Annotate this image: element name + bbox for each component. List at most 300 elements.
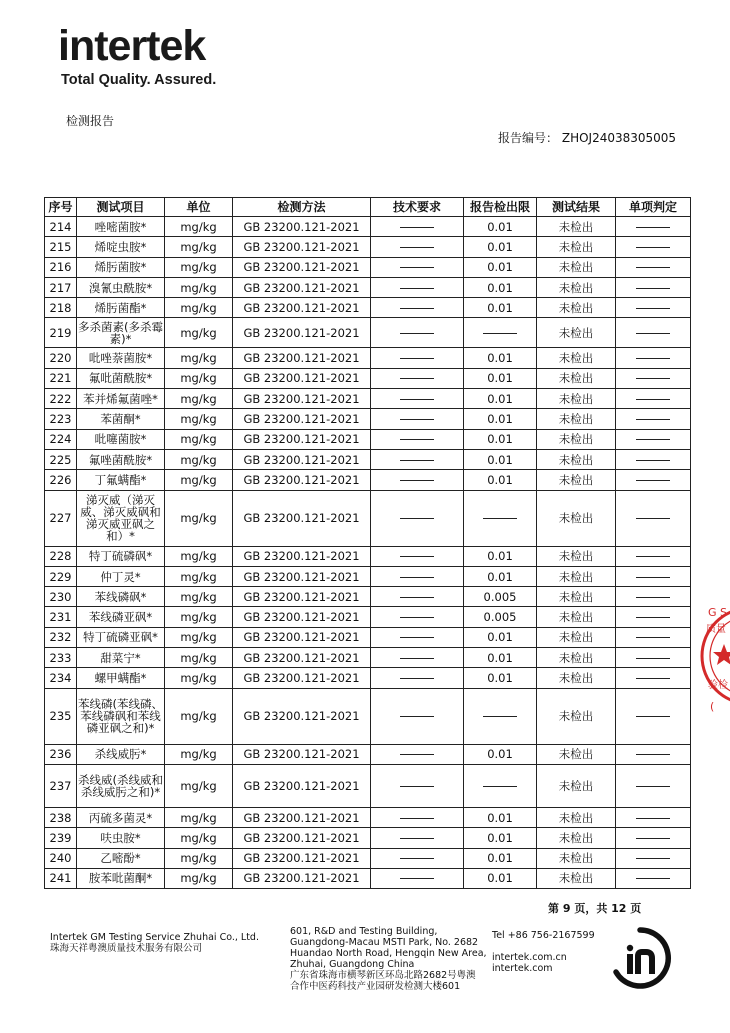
- unit: mg/kg: [165, 217, 233, 237]
- table-body: [45, 217, 691, 889]
- requirement: [371, 648, 464, 668]
- unit: mg/kg: [165, 368, 233, 388]
- dash-mark: [636, 597, 670, 598]
- judgement: [616, 627, 691, 647]
- dash-mark: [636, 577, 670, 578]
- requirement: [371, 764, 464, 807]
- column-header: 技术要求: [371, 198, 464, 217]
- dash-mark: [400, 247, 434, 248]
- unit: mg/kg: [165, 409, 233, 429]
- dash-mark: [483, 716, 517, 717]
- test-method: GB 23200.121-2021: [233, 807, 371, 827]
- row-number: 222: [45, 389, 77, 409]
- dash-mark: [400, 818, 434, 819]
- unit: mg/kg: [165, 807, 233, 827]
- table-row: [45, 409, 691, 429]
- dash-mark: [636, 480, 670, 481]
- requirement: [371, 348, 464, 368]
- unit: mg/kg: [165, 348, 233, 368]
- test-result: 未检出: [537, 389, 616, 409]
- column-header: 测试结果: [537, 198, 616, 217]
- judgement: [616, 429, 691, 449]
- requirement: [371, 688, 464, 744]
- test-result: 未检出: [537, 607, 616, 627]
- detection-limit: 0.01: [464, 668, 537, 688]
- dash-mark: [636, 637, 670, 638]
- test-item: 氟吡菌酰胺*: [77, 368, 165, 388]
- test-result: 未检出: [537, 668, 616, 688]
- dash-mark: [636, 786, 670, 787]
- row-number: 228: [45, 546, 77, 566]
- test-method: GB 23200.121-2021: [233, 318, 371, 348]
- unit: mg/kg: [165, 587, 233, 607]
- test-method: GB 23200.121-2021: [233, 744, 371, 764]
- requirement: [371, 848, 464, 868]
- test-result: 未检出: [537, 764, 616, 807]
- test-method: GB 23200.121-2021: [233, 449, 371, 469]
- row-number: 237: [45, 764, 77, 807]
- detection-limit: 0.01: [464, 217, 537, 237]
- address-line: Zhuhai, Guangdong China: [290, 959, 415, 970]
- table-row: [45, 587, 691, 607]
- detection-limit: 0.01: [464, 828, 537, 848]
- row-number: 229: [45, 566, 77, 586]
- test-method: GB 23200.121-2021: [233, 348, 371, 368]
- dash-mark: [636, 333, 670, 334]
- requirement: [371, 277, 464, 297]
- test-result: 未检出: [537, 807, 616, 827]
- dash-mark: [636, 439, 670, 440]
- dash-mark: [400, 227, 434, 228]
- unit: mg/kg: [165, 744, 233, 764]
- judgement: [616, 237, 691, 257]
- judgement: [616, 368, 691, 388]
- test-method: GB 23200.121-2021: [233, 368, 371, 388]
- detection-limit: [464, 764, 537, 807]
- judgement: [616, 217, 691, 237]
- judgement: [616, 318, 691, 348]
- dash-mark: [400, 577, 434, 578]
- test-method: GB 23200.121-2021: [233, 217, 371, 237]
- requirement: [371, 429, 464, 449]
- row-number: 219: [45, 318, 77, 348]
- test-result: 未检出: [537, 627, 616, 647]
- table-row: [45, 237, 691, 257]
- requirement: [371, 668, 464, 688]
- dash-mark: [400, 439, 434, 440]
- dash-mark: [400, 786, 434, 787]
- judgement: [616, 868, 691, 888]
- test-item: 涕灭威（涕灭威、涕灭威砜和涕灭威亚砜之和）*: [77, 490, 165, 546]
- test-item: 溴氰虫酰胺*: [77, 277, 165, 297]
- requirement: [371, 409, 464, 429]
- judgement: [616, 277, 691, 297]
- row-number: 215: [45, 237, 77, 257]
- test-result: 未检出: [537, 648, 616, 668]
- dash-mark: [636, 358, 670, 359]
- detection-limit: 0.01: [464, 807, 537, 827]
- dash-mark: [483, 786, 517, 787]
- unit: mg/kg: [165, 429, 233, 449]
- test-item: 吡噻菌胺*: [77, 429, 165, 449]
- dash-mark: [636, 838, 670, 839]
- table-row: [45, 490, 691, 546]
- judgement: [616, 348, 691, 368]
- dash-mark: [400, 678, 434, 679]
- detection-limit: 0.01: [464, 648, 537, 668]
- footer-company: [50, 932, 259, 954]
- test-method: GB 23200.121-2021: [233, 429, 371, 449]
- table-row: [45, 828, 691, 848]
- detection-limit: [464, 490, 537, 546]
- dash-mark: [636, 678, 670, 679]
- test-method: GB 23200.121-2021: [233, 828, 371, 848]
- table-row: [45, 807, 691, 827]
- detection-limit: 0.01: [464, 546, 537, 566]
- row-number: 218: [45, 298, 77, 318]
- test-item: 特丁硫磷砜*: [77, 546, 165, 566]
- intertek-logo: [58, 22, 216, 88]
- footer-contact: [492, 930, 595, 974]
- dash-mark: [400, 518, 434, 519]
- row-number: 224: [45, 429, 77, 449]
- row-number: 233: [45, 648, 77, 668]
- dash-mark: [400, 288, 434, 289]
- dash-mark: [636, 878, 670, 879]
- test-method: GB 23200.121-2021: [233, 566, 371, 586]
- row-number: 226: [45, 470, 77, 490]
- detection-limit: 0.01: [464, 368, 537, 388]
- dash-mark: [636, 308, 670, 309]
- row-number: 220: [45, 348, 77, 368]
- detection-limit: 0.01: [464, 429, 537, 449]
- test-method: GB 23200.121-2021: [233, 848, 371, 868]
- requirement: [371, 607, 464, 627]
- detection-limit: 0.01: [464, 277, 537, 297]
- requirement: [371, 490, 464, 546]
- requirement: [371, 257, 464, 277]
- dash-mark: [636, 518, 670, 519]
- test-method: GB 23200.121-2021: [233, 764, 371, 807]
- table-row: [45, 257, 691, 277]
- dash-mark: [636, 399, 670, 400]
- svg-text:验检: 验检: [708, 680, 728, 691]
- test-result: 未检出: [537, 587, 616, 607]
- dash-mark: [400, 597, 434, 598]
- row-number: 227: [45, 490, 77, 546]
- requirement: [371, 318, 464, 348]
- dash-mark: [400, 716, 434, 717]
- test-result: 未检出: [537, 277, 616, 297]
- svg-text:(: (: [710, 700, 715, 713]
- test-result: 未检出: [537, 318, 616, 348]
- test-method: GB 23200.121-2021: [233, 607, 371, 627]
- detection-limit: [464, 688, 537, 744]
- requirement: [371, 868, 464, 888]
- unit: mg/kg: [165, 298, 233, 318]
- test-method: GB 23200.121-2021: [233, 470, 371, 490]
- judgement: [616, 298, 691, 318]
- test-item: 螺甲螨酯*: [77, 668, 165, 688]
- requirement: [371, 368, 464, 388]
- detection-limit: 0.01: [464, 627, 537, 647]
- table-row: [45, 449, 691, 469]
- dash-mark: [400, 333, 434, 334]
- dash-mark: [400, 358, 434, 359]
- table-row: [45, 648, 691, 668]
- detection-limit: 0.01: [464, 409, 537, 429]
- detection-limit: 0.01: [464, 237, 537, 257]
- dash-mark: [400, 637, 434, 638]
- test-method: GB 23200.121-2021: [233, 257, 371, 277]
- address-line: 广东省珠海市横琴新区环岛北路2682号粤澳: [290, 970, 476, 981]
- test-method: GB 23200.121-2021: [233, 688, 371, 744]
- judgement: [616, 648, 691, 668]
- address-line: 合作中医药科技产业园研发检测大楼601: [290, 981, 461, 992]
- test-item: 多杀菌素(多杀霉素)*: [78, 319, 163, 346]
- test-result: 未检出: [537, 566, 616, 586]
- requirement: [371, 449, 464, 469]
- unit: mg/kg: [165, 449, 233, 469]
- test-item: 乙嘧酚*: [77, 848, 165, 868]
- table-row: [45, 566, 691, 586]
- address-line: 601, R&D and Testing Building,: [290, 926, 438, 937]
- dash-mark: [400, 399, 434, 400]
- judgement: [616, 546, 691, 566]
- page-number: 第 9 页，共 12 页: [548, 902, 642, 915]
- test-result: 未检出: [537, 298, 616, 318]
- requirement: [371, 627, 464, 647]
- requirement: [371, 217, 464, 237]
- test-method: GB 23200.121-2021: [233, 546, 371, 566]
- contact-web: intertek.com: [492, 963, 553, 974]
- table-row: [45, 470, 691, 490]
- table-row: [45, 744, 691, 764]
- table-row: [45, 868, 691, 888]
- requirement: [371, 828, 464, 848]
- dash-mark: [400, 658, 434, 659]
- row-number: 239: [45, 828, 77, 848]
- test-item: 杀线威(杀线威和杀线威肟之和)*: [77, 764, 165, 807]
- test-method: GB 23200.121-2021: [233, 298, 371, 318]
- test-item: 呋虫胺*: [77, 828, 165, 848]
- svg-text:G S: G S: [708, 606, 728, 619]
- table-row: [45, 607, 691, 627]
- address-line: Guangdong-Macau MSTI Park, No. 2682: [290, 937, 479, 948]
- detection-limit: 0.01: [464, 389, 537, 409]
- test-method: GB 23200.121-2021: [233, 237, 371, 257]
- judgement: [616, 688, 691, 744]
- unit: mg/kg: [165, 277, 233, 297]
- test-item: 胺苯吡菌酮*: [77, 868, 165, 888]
- judgement: [616, 470, 691, 490]
- dash-mark: [400, 480, 434, 481]
- test-method: GB 23200.121-2021: [233, 668, 371, 688]
- company-name-cn: 珠海天祥粤澳质量技术服务有限公司: [50, 943, 203, 954]
- column-header: 测试项目: [77, 198, 165, 217]
- dash-mark: [400, 308, 434, 309]
- company-name-en: Intertek GM Testing Service Zhuhai Co., Ltd.: [50, 932, 259, 943]
- table-row: [45, 764, 691, 807]
- dash-mark: [400, 858, 434, 859]
- detection-limit: 0.01: [464, 848, 537, 868]
- dash-mark: [636, 556, 670, 557]
- table-row: [45, 546, 691, 566]
- column-header: 单位: [165, 198, 233, 217]
- detection-limit: 0.01: [464, 744, 537, 764]
- test-item: 甜菜宁*: [77, 648, 165, 668]
- table-row: [45, 217, 691, 237]
- unit: mg/kg: [165, 389, 233, 409]
- unit: mg/kg: [165, 237, 233, 257]
- test-result: 未检出: [537, 688, 616, 744]
- unit: mg/kg: [165, 566, 233, 586]
- report-number-value: ZHOJ24038305005: [561, 131, 677, 145]
- detection-limit: 0.01: [464, 257, 537, 277]
- test-result: 未检出: [537, 828, 616, 848]
- detection-limit: 0.01: [464, 566, 537, 586]
- test-result: 未检出: [537, 848, 616, 868]
- row-number: 240: [45, 848, 77, 868]
- detection-limit: 0.01: [464, 449, 537, 469]
- footer-address: [290, 926, 487, 992]
- test-item: 特丁硫磷亚砜*: [77, 627, 165, 647]
- unit: mg/kg: [165, 490, 233, 546]
- judgement: [616, 807, 691, 827]
- test-item: 苯线磷砜*: [77, 587, 165, 607]
- test-item: 仲丁灵*: [77, 566, 165, 586]
- test-item: 烯啶虫胺*: [77, 237, 165, 257]
- test-result: 未检出: [537, 449, 616, 469]
- dash-mark: [483, 518, 517, 519]
- column-header: 序号: [45, 198, 77, 217]
- test-result: 未检出: [537, 348, 616, 368]
- test-result: 未检出: [537, 368, 616, 388]
- dash-mark: [636, 658, 670, 659]
- table-row: [45, 688, 691, 744]
- test-item: 丙硫多菌灵*: [77, 807, 165, 827]
- red-seal-icon: [700, 586, 730, 726]
- logo-tagline: Total Quality. Assured.: [61, 72, 217, 88]
- row-number: 221: [45, 368, 77, 388]
- dash-mark: [636, 818, 670, 819]
- test-item: 唑嘧菌胺*: [77, 217, 165, 237]
- test-result: 未检出: [537, 217, 616, 237]
- column-header: 报告检出限: [464, 198, 537, 217]
- row-number: 231: [45, 607, 77, 627]
- test-item: 苯线磷亚砜*: [77, 607, 165, 627]
- dash-mark: [400, 267, 434, 268]
- table-row: [45, 318, 691, 348]
- dash-mark: [636, 617, 670, 618]
- judgement: [616, 566, 691, 586]
- test-result: 未检出: [537, 490, 616, 546]
- table-header-row: [45, 198, 691, 217]
- judgement: [616, 607, 691, 627]
- requirement: [371, 389, 464, 409]
- dash-mark: [636, 267, 670, 268]
- row-number: 230: [45, 587, 77, 607]
- dash-mark: [636, 288, 670, 289]
- judgement: [616, 744, 691, 764]
- test-item: 烯肟菌胺*: [77, 257, 165, 277]
- test-item: 吡唑萘菌胺*: [77, 348, 165, 368]
- unit: mg/kg: [165, 828, 233, 848]
- judgement: [616, 490, 691, 546]
- table-row: [45, 277, 691, 297]
- test-method: GB 23200.121-2021: [233, 389, 371, 409]
- footer-logo-icon: [608, 926, 672, 994]
- dash-mark: [636, 716, 670, 717]
- table-row: [45, 668, 691, 688]
- dash-mark: [400, 556, 434, 557]
- detection-limit: 0.005: [464, 587, 537, 607]
- dash-mark: [636, 460, 670, 461]
- row-number: 225: [45, 449, 77, 469]
- dash-mark: [400, 419, 434, 420]
- contact-email: intertek.com.cn: [492, 952, 567, 963]
- row-number: 234: [45, 668, 77, 688]
- test-result: 未检出: [537, 429, 616, 449]
- test-item: 苯并烯氟菌唑*: [77, 389, 165, 409]
- row-number: 238: [45, 807, 77, 827]
- test-method: GB 23200.121-2021: [233, 490, 371, 546]
- svg-text:质量: 质量: [706, 624, 726, 635]
- judgement: [616, 828, 691, 848]
- test-item: 杀线威肟*: [77, 744, 165, 764]
- test-item: 苯菌酮*: [77, 409, 165, 429]
- requirement: [371, 470, 464, 490]
- dash-mark: [636, 419, 670, 420]
- test-method: GB 23200.121-2021: [233, 277, 371, 297]
- unit: mg/kg: [165, 648, 233, 668]
- unit: mg/kg: [165, 546, 233, 566]
- row-number: 232: [45, 627, 77, 647]
- dash-mark: [636, 754, 670, 755]
- requirement: [371, 744, 464, 764]
- dash-mark: [400, 460, 434, 461]
- unit: mg/kg: [165, 257, 233, 277]
- requirement: [371, 237, 464, 257]
- judgement: [616, 848, 691, 868]
- row-number: 223: [45, 409, 77, 429]
- test-item: 丁氟螨酯*: [77, 470, 165, 490]
- table-row: [45, 389, 691, 409]
- row-number: 241: [45, 868, 77, 888]
- table-row: [45, 848, 691, 868]
- logo-wordmark: intertek: [58, 22, 206, 70]
- dash-mark: [483, 333, 517, 334]
- dash-mark: [400, 838, 434, 839]
- dash-mark: [636, 247, 670, 248]
- dash-mark: [400, 754, 434, 755]
- test-method: GB 23200.121-2021: [233, 868, 371, 888]
- test-item: 烯肟菌酯*: [77, 298, 165, 318]
- judgement: [616, 449, 691, 469]
- detection-limit: [464, 318, 537, 348]
- table-row: [45, 368, 691, 388]
- requirement: [371, 587, 464, 607]
- document-title: 检测报告: [66, 114, 115, 128]
- table-row: [45, 298, 691, 318]
- table-row: [45, 627, 691, 647]
- dash-mark: [400, 617, 434, 618]
- test-item: 苯线磷(苯线磷、苯线磷砜和苯线磷亚砜之和)*: [77, 688, 165, 744]
- test-result: 未检出: [537, 546, 616, 566]
- row-number: 217: [45, 277, 77, 297]
- unit: mg/kg: [165, 627, 233, 647]
- report-number: [498, 129, 676, 146]
